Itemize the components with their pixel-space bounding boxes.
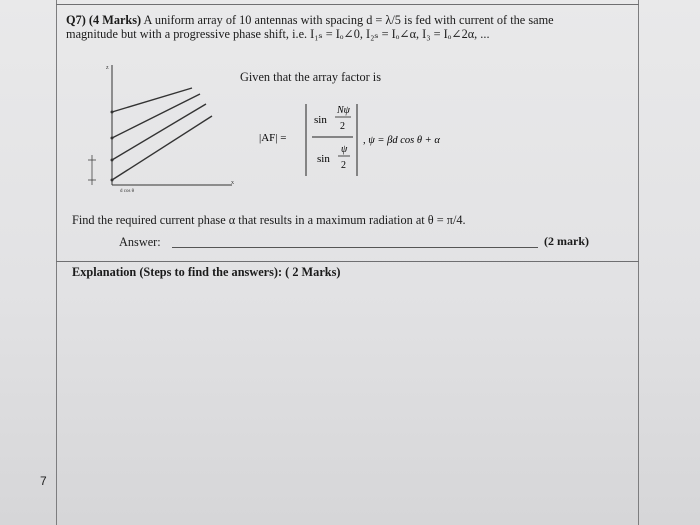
z-label: z: [106, 65, 109, 71]
af-lhs: |AF| =: [259, 132, 287, 144]
answer-marks: (2 mark): [544, 234, 589, 248]
numerator-fraction-top: Nψ: [337, 105, 350, 116]
ray-3: [112, 104, 206, 160]
ray-4: [112, 116, 212, 180]
antenna-array-diagram: [86, 60, 246, 195]
page-number: 7: [40, 474, 47, 488]
antenna-element: [111, 159, 114, 162]
find-instruction: Find the required current phase α that results in a maximum radiation at θ = π/4.: [72, 213, 466, 227]
psi-definition: , ψ = βd cos θ + α: [363, 135, 440, 146]
ray-1: [112, 88, 192, 112]
question-marks: (4 Marks): [88, 13, 142, 27]
denominator-fraction-bottom: 2: [341, 160, 346, 171]
numerator-sin: sin: [314, 114, 327, 126]
explanation-heading: Explanation (Steps to find the answers): ( 2 Marks): [72, 265, 341, 279]
question-text: [66, 13, 626, 41]
table-right-border: [638, 0, 639, 525]
denominator-sin: sin: [317, 153, 330, 165]
array-factor-formula: [259, 100, 509, 184]
table-left-border: [56, 0, 57, 525]
numerator-fraction-bottom: 2: [340, 121, 345, 132]
answer-line[interactable]: [172, 247, 538, 248]
answer-label: Answer:: [119, 235, 161, 249]
question-line-2: magnitude but with a progressive phase shift, i.e. I₁ₛ = Iₒ∠0, I₂ₛ = Iₒ∠α, I₃ = Iₒ∠2α, ...: [66, 27, 490, 41]
question-number: Q7): [66, 13, 86, 27]
x-label: x: [231, 180, 234, 186]
section-divider: [56, 261, 639, 262]
antenna-element: [111, 179, 114, 182]
antenna-element: [111, 111, 114, 114]
question-line-1: A uniform array of 10 antennas with spacing d = λ/5 is fed with current of the same: [143, 13, 554, 27]
given-text: Given that the array factor is: [240, 70, 382, 84]
denominator-fraction-top: ψ: [341, 144, 348, 155]
d-cos-label: d cos θ: [120, 189, 135, 194]
table-top-rule: [56, 4, 639, 5]
antenna-element: [111, 137, 114, 140]
